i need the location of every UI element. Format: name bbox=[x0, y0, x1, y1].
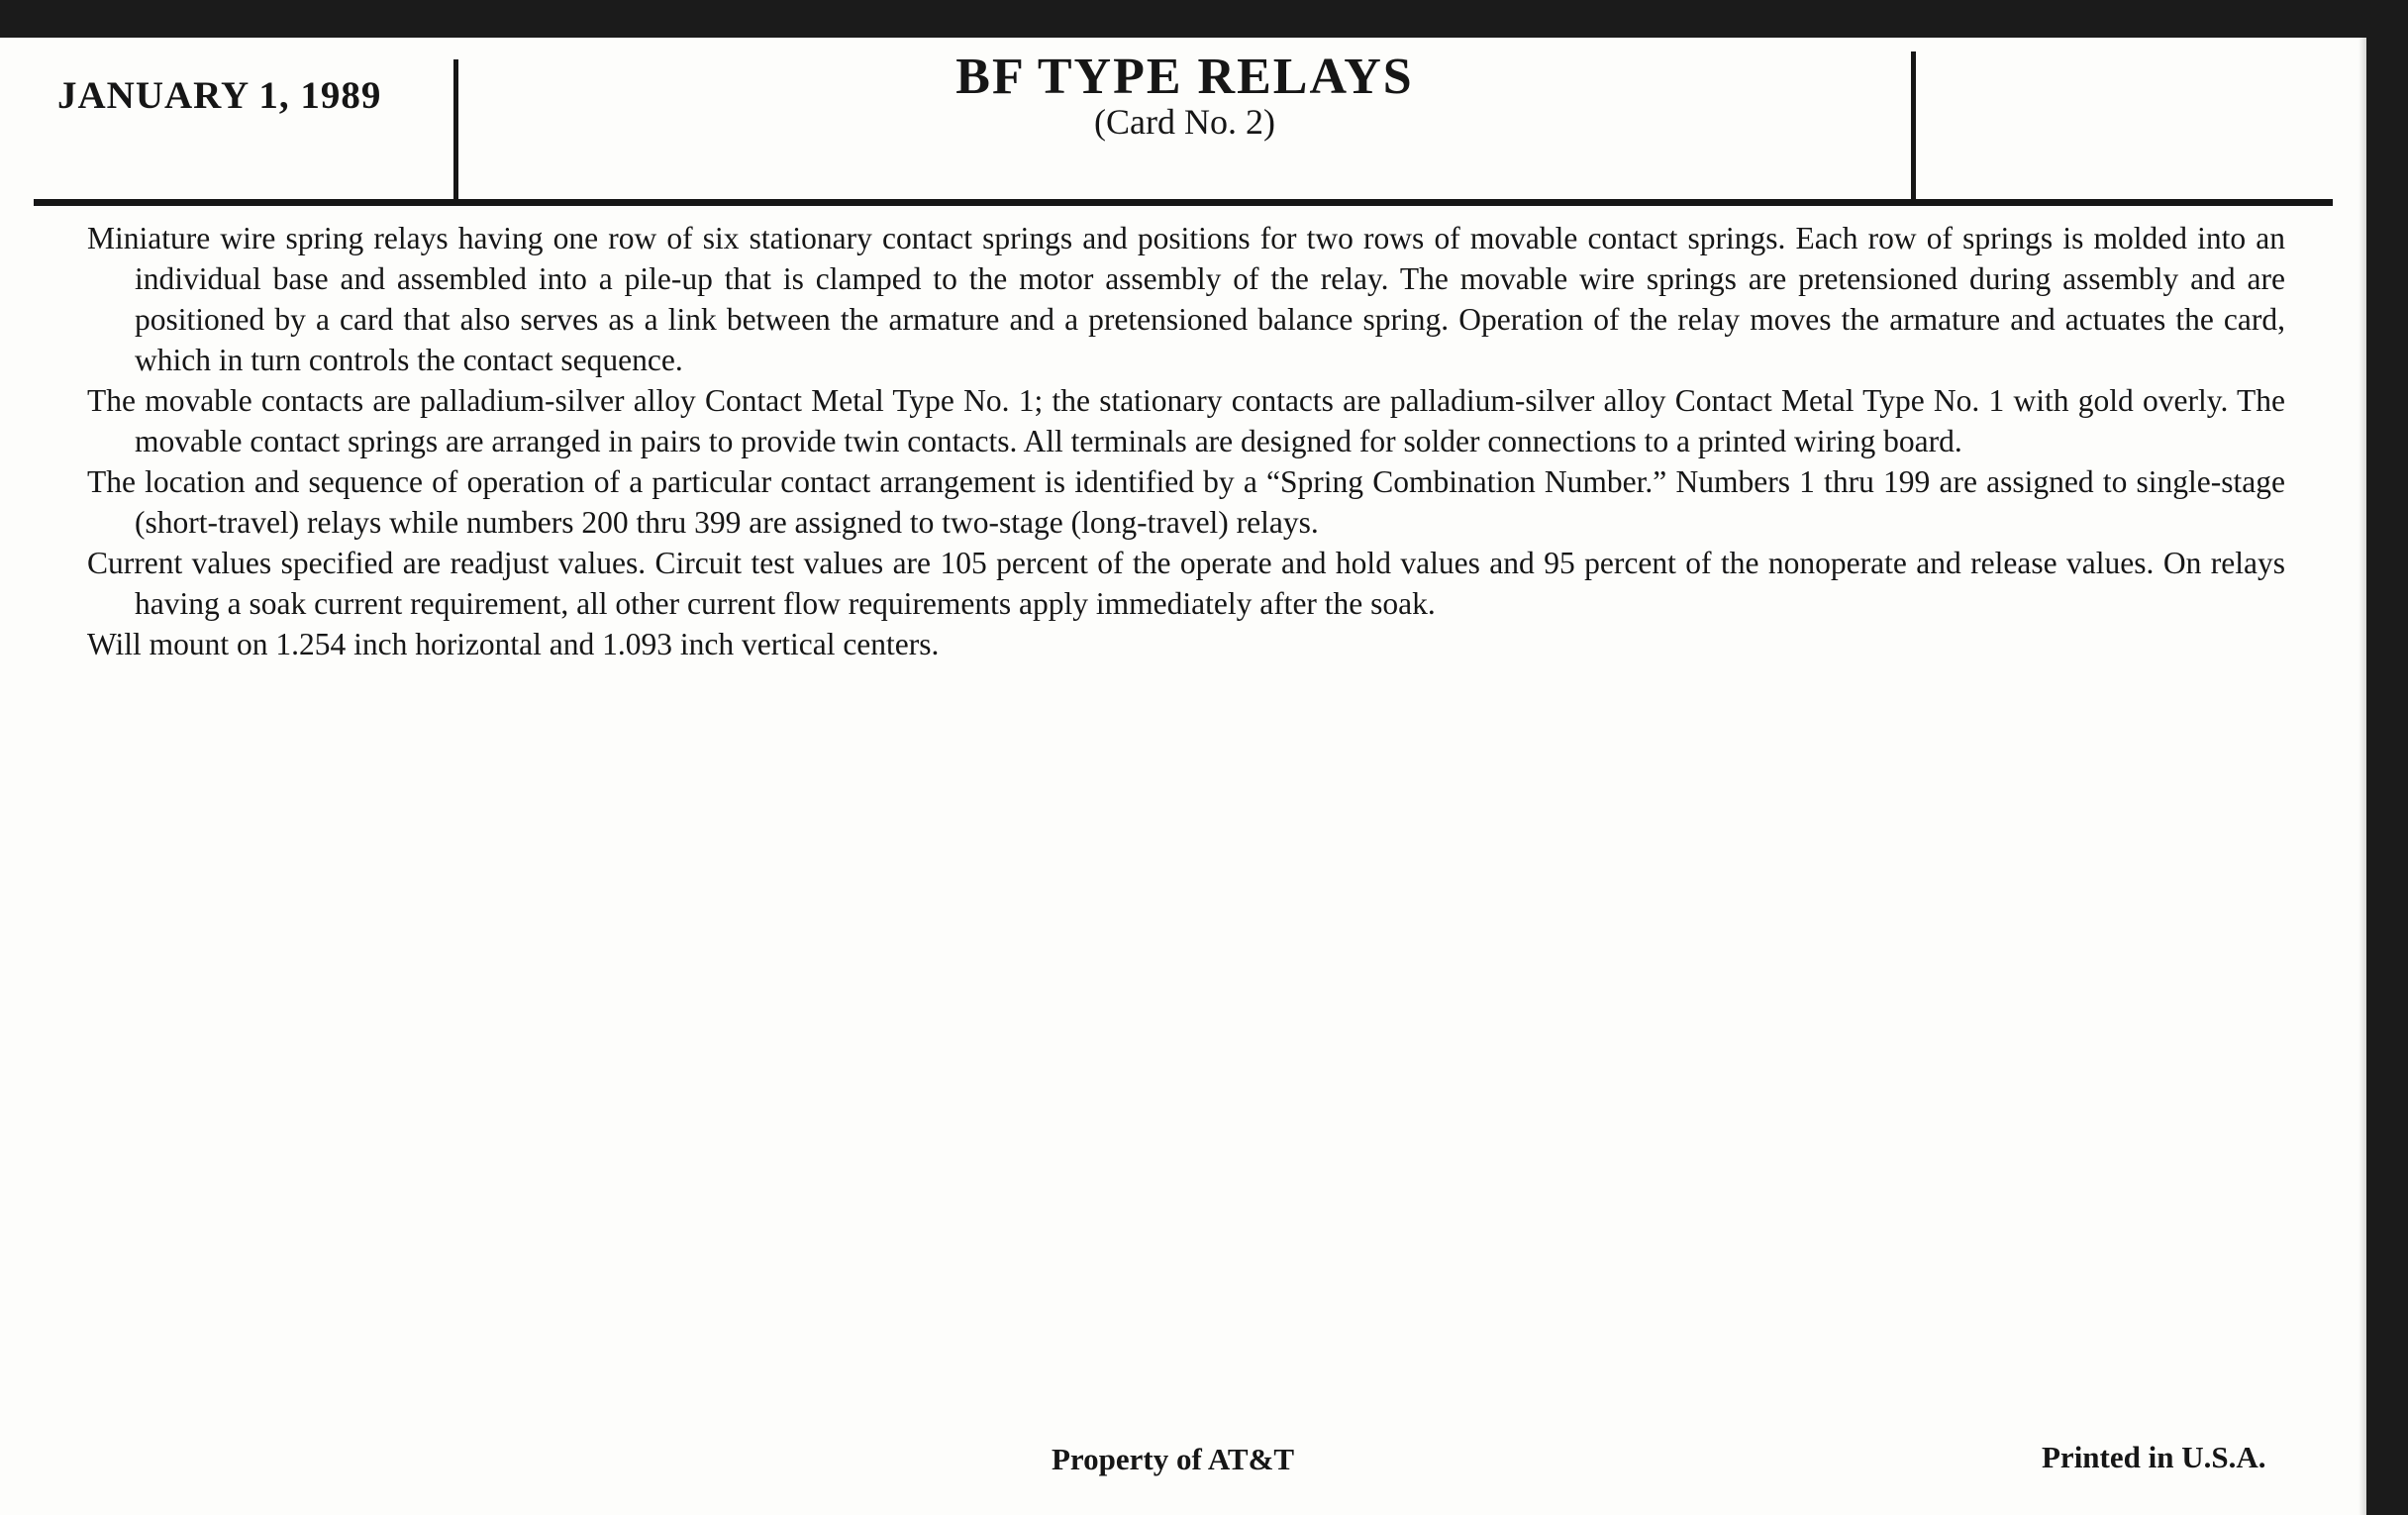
card-title: BF TYPE RELAYS bbox=[955, 49, 1414, 105]
header-rule bbox=[34, 199, 2333, 206]
paragraph-contacts: The movable contacts are palladium-silver alloy Contact Metal Type No. 1; the stationary contacts are palladium-silver alloy Contact Metal Type No. 1 with gold overly. The movable contact springs are arranged in pairs to provide twin contacts. All terminals are designed for solder connections to a printed wiring board. bbox=[87, 383, 2285, 458]
footer-property: Property of AT&T bbox=[1052, 1442, 1295, 1476]
card-edge-shadow bbox=[2358, 38, 2366, 1515]
title-block bbox=[458, 51, 1911, 141]
header-divider-right bbox=[1911, 51, 1916, 202]
card-subtitle: (Card No. 2) bbox=[1094, 102, 1275, 142]
paragraph-description: Miniature wire spring relays having one row of six stationary contact springs and positions for two rows of movable contact springs. Each row of springs is molded into an individual base and assembled into a pile-up that is clamped to the motor assembly of the relay. The movable wire springs are pretensioned during assembly and are positioned by a card that also serves as a link between the armature and a pretensioned balance spring. Operation of the relay moves the armature and actuates the card, which in turn controls the contact sequence. bbox=[87, 221, 2285, 377]
data-card bbox=[0, 38, 2366, 1515]
card-body bbox=[87, 218, 2285, 664]
paragraph-mounting: Will mount on 1.254 inch horizontal and 1.093 inch vertical centers. bbox=[87, 627, 940, 661]
paragraph-spring-combination: The location and sequence of operation of a particular contact arrangement is identified by a “Spring Combination Number.” Numbers 1 thru 199 are assigned to single-stage (short-travel) relays while numbers 200 thru 399 are assigned to two-stage (long-travel) relays. bbox=[87, 464, 2285, 540]
footer-printed: Printed in U.S.A. bbox=[2042, 1440, 2266, 1474]
card-date: JANUARY 1, 1989 bbox=[57, 74, 382, 117]
paragraph-current-values: Current values specified are readjust values. Circuit test values are 105 percent of the operate and hold values and 95 percent of the nonoperate and release values. On relays having a soak current requirement, all other current flow requirements apply immediately after the soak. bbox=[87, 546, 2285, 621]
